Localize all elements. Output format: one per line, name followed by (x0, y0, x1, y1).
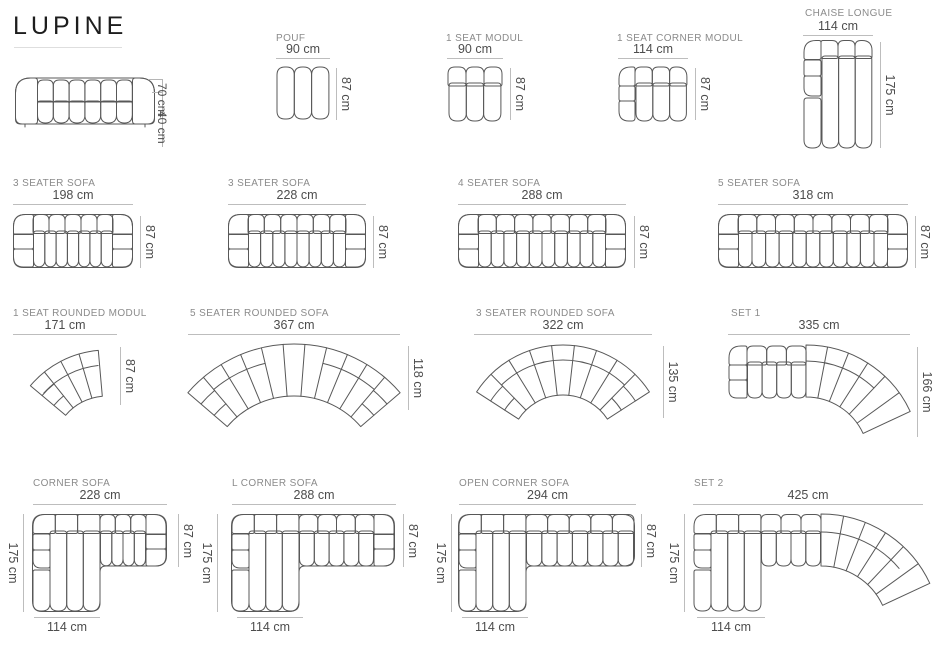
width-dimension (188, 318, 400, 335)
dim-label: 40 cm (155, 111, 169, 144)
dim-label: 228 cm (79, 488, 121, 502)
dim-label: 114 cm (249, 620, 291, 634)
depth-dimension (663, 346, 680, 418)
diagram-title: SET 2 (694, 478, 724, 489)
sofa-drawing (228, 214, 366, 268)
depth-dimension (120, 347, 137, 405)
dim-label: 87 cm (513, 76, 527, 112)
depth-dimension (403, 514, 420, 567)
pouf-drawing (276, 66, 330, 122)
dim-label: 228 cm (276, 188, 318, 202)
width-dimension (447, 42, 503, 59)
depth-dimension (178, 514, 195, 567)
dim-label: 171 cm (44, 318, 86, 332)
open-corner-sofa-drawing (458, 514, 635, 612)
sofa-drawing (13, 214, 133, 268)
diagram-title: 1 SEAT MODUL (446, 33, 524, 44)
chaise-width-dimension (462, 617, 528, 635)
width-dimension (459, 488, 636, 505)
depth-dimension (634, 216, 651, 268)
dim-label: 87 cm (698, 76, 712, 112)
dim-label: 114 cm (474, 620, 516, 634)
dim-label: 318 cm (792, 188, 834, 202)
dim-label: 166 cm (920, 371, 934, 413)
dim-label: 322 cm (542, 318, 584, 332)
corner-modul-drawing (618, 66, 688, 122)
side-dimension (202, 514, 218, 612)
dim-label: 175 cm (434, 542, 448, 584)
set1-drawing (728, 345, 913, 437)
width-dimension (228, 188, 366, 205)
sofa-drawing (718, 214, 908, 268)
dim-label: 87 cm (637, 224, 651, 260)
depth-dimension (880, 42, 897, 148)
diagram-title: L CORNER SOFA (232, 478, 318, 489)
depth-dimension (373, 216, 390, 268)
chaise-width-dimension (237, 617, 303, 635)
dim-label: 118 cm (411, 357, 425, 399)
dim-label: 175 cm (200, 542, 214, 584)
width-dimension (458, 188, 626, 205)
width-dimension (232, 488, 396, 505)
diagram-title: 1 SEAT ROUNDED MODUL (13, 308, 147, 319)
width-dimension (803, 19, 873, 36)
side-dimension (669, 514, 685, 612)
dim-label: 90 cm (285, 42, 321, 56)
dim-label: 87 cm (143, 224, 157, 260)
dim-label: 175 cm (883, 74, 897, 116)
dim-label: 114 cm (46, 620, 88, 634)
dim-label: 87 cm (376, 224, 390, 260)
seat-modul-drawing (447, 66, 503, 122)
diagram-title: 4 SEATER SOFA (458, 178, 541, 189)
width-dimension (276, 42, 330, 59)
dim-label: 367 cm (273, 318, 315, 332)
width-dimension (718, 188, 908, 205)
diagram-title: 5 SEATER SOFA (718, 178, 801, 189)
dim-label: 335 cm (798, 318, 840, 332)
brand-logo: LUPINE (13, 12, 128, 40)
width-dimension (693, 488, 923, 505)
width-dimension (474, 318, 652, 335)
corner-sofa-drawing (32, 514, 167, 612)
dim-label: 70 cm (155, 83, 169, 116)
logo-underline (14, 47, 122, 48)
depth-dimension (917, 347, 934, 437)
seat-height-dimension (155, 111, 170, 143)
diagram-title: 1 SEAT CORNER MODUL (617, 33, 744, 44)
hero-sofa-drawing (15, 76, 155, 128)
depth-dimension (140, 216, 157, 268)
dim-label: 87 cm (339, 76, 353, 112)
dim-label: 87 cm (123, 358, 137, 394)
width-dimension (618, 42, 688, 59)
chaise-width-dimension (34, 617, 100, 635)
dim-label: 198 cm (52, 188, 94, 202)
chaise-width-dimension (697, 617, 765, 635)
diagram-title: POUF (276, 33, 306, 44)
side-dimension (436, 514, 452, 612)
dim-label: 294 cm (527, 488, 568, 502)
rounded-modul-drawing (12, 345, 116, 421)
diagram-title: 3 SEATER SOFA (13, 178, 96, 189)
dim-label: 87 cm (406, 523, 420, 558)
diagram-title: 5 SEATER ROUNDED SOFA (190, 308, 329, 319)
side-dimension (8, 514, 24, 612)
rounded-sofa-drawing (474, 345, 652, 423)
set2-drawing (693, 514, 938, 614)
depth-dimension (336, 68, 353, 120)
diagram-title: 3 SEATER ROUNDED SOFA (476, 308, 615, 319)
depth-dimension (510, 68, 527, 120)
dim-label: 87 cm (644, 523, 658, 558)
dim-label: 175 cm (667, 542, 681, 584)
width-dimension (33, 488, 167, 505)
diagram-title: CORNER SOFA (33, 478, 111, 489)
dim-label: 175 cm (6, 542, 20, 584)
width-dimension (13, 188, 133, 205)
diagram-title: OPEN CORNER SOFA (459, 478, 570, 489)
diagram-title: 3 SEATER SOFA (228, 178, 311, 189)
width-dimension (13, 318, 117, 335)
chaise-drawing (803, 40, 873, 150)
dim-label: 288 cm (521, 188, 563, 202)
depth-dimension (408, 346, 425, 410)
rounded-sofa-drawing (188, 344, 400, 428)
dim-label: 288 cm (293, 488, 335, 502)
dim-label: 114 cm (632, 42, 674, 56)
dim-label: 114 cm (817, 19, 859, 33)
sofa-drawing (458, 214, 626, 268)
dim-label: 87 cm (918, 224, 932, 260)
diagram-title: CHAISE LONGUE (805, 8, 893, 19)
dim-label: 114 cm (710, 620, 752, 634)
depth-dimension (641, 514, 658, 567)
width-dimension (728, 318, 910, 335)
dim-label: 135 cm (666, 361, 680, 403)
diagram-title: SET 1 (731, 308, 761, 319)
dim-label: 87 cm (181, 523, 195, 558)
dim-label: 90 cm (457, 42, 493, 56)
corner-sofa-drawing (231, 514, 395, 612)
dim-tick (148, 79, 162, 80)
depth-dimension (695, 68, 712, 120)
dim-label: 425 cm (787, 488, 829, 502)
depth-dimension (915, 216, 932, 268)
